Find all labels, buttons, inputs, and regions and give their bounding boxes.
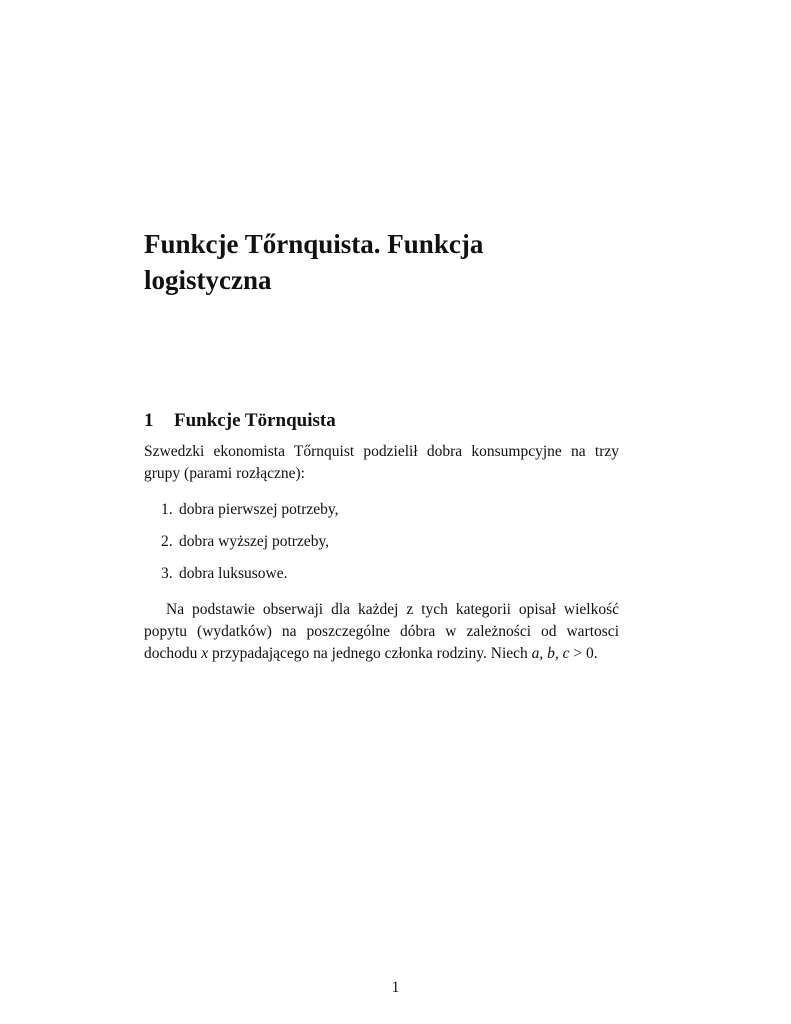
section-1 (144, 409, 619, 665)
math-parameters: a, b, c (531, 645, 570, 662)
document-title (144, 226, 644, 298)
list-item (144, 531, 619, 553)
list-marker: 2. (161, 533, 173, 550)
body-paragraph (144, 599, 619, 665)
paragraph-text-1: Na podstawie obserwaji dla każdej z tych kategorii opisał wielkość popytu (wydatków) na poszczególne dóbra w zależności od wartosci dochodu (144, 601, 619, 662)
page-number: 1 (391, 979, 400, 996)
paragraph-text-2: przypadającego na jednego członka rodziny. Niech (208, 645, 532, 662)
list-item-text: dobra pierwszej potrzeby, (179, 501, 339, 518)
math-inequality: > 0. (569, 645, 598, 662)
math-variable-x: x (201, 645, 209, 662)
list-item-text: dobra luksusowe. (179, 565, 288, 582)
intro-paragraph: Szwedzki ekonomista Tőrnquist podzielił dobra konsumpcyjne na trzy grupy (parami rozłączne): (144, 443, 619, 482)
list-item (144, 563, 619, 585)
list-item (144, 499, 619, 521)
section-title: Funkcje Törnquista (174, 410, 336, 431)
list-marker: 1. (161, 501, 173, 518)
section-number: 1 (144, 410, 154, 431)
section-heading (144, 409, 619, 433)
list-marker: 3. (161, 565, 173, 582)
goods-list (144, 499, 619, 585)
title-line-1: Funkcje Tőrnquista. Funkcja (144, 229, 484, 259)
title-line-2: logistyczna (144, 265, 272, 295)
list-item-text: dobra wyższej potrzeby, (179, 533, 330, 550)
